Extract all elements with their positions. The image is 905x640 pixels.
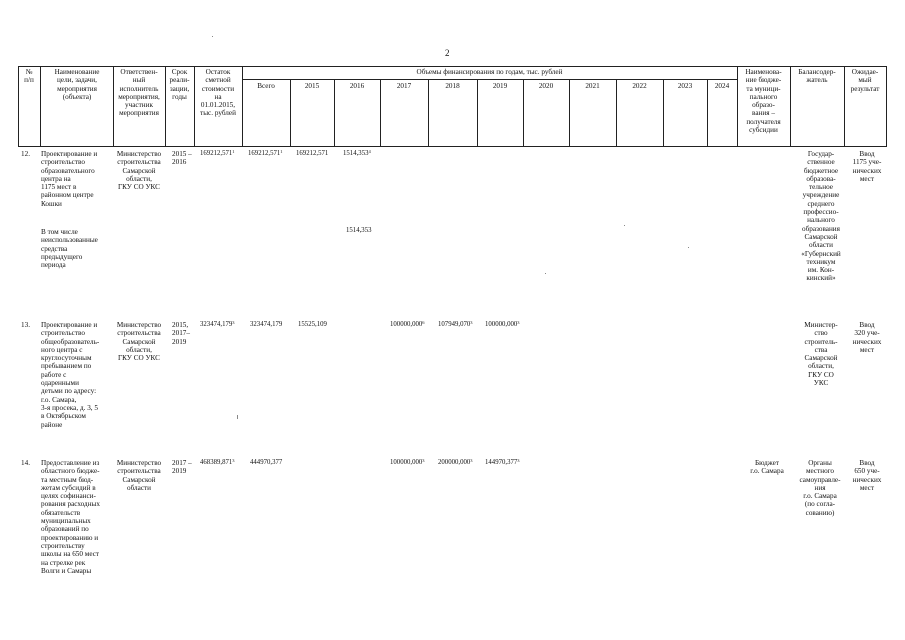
header-municipality: Наименова- ние бюдже- та муници- пального образо- вания – получателя субсидии xyxy=(745,68,782,135)
row-total: 444970,377 xyxy=(250,459,283,466)
header-year-2015: 2015 xyxy=(304,82,320,90)
row-executor: Министерство строительства Самарской области xyxy=(116,459,162,492)
row-2019: 100000,000$^3$ xyxy=(485,320,520,328)
header-funding-title: Объемы финансирования по годам, тыс. рублей xyxy=(416,68,563,76)
header-number: № п/п xyxy=(24,68,34,85)
header-year-2020: 2020 xyxy=(538,82,554,90)
row-name: Предоставление из областного бюдже- та местным бюд- жетам субсидий в целях софинанси- рования расходных обязательств муниципальных образований по проектированию и строительству школы на 650 мест на стрелке рек Волги и Самары xyxy=(41,459,100,575)
page-number: 2 xyxy=(445,48,450,58)
row-2017: 100000,000$^3$ xyxy=(390,458,425,466)
header-year-2022: 2022 xyxy=(632,82,647,90)
row-result: Ввод 650 уче- нических мест xyxy=(852,459,882,492)
scan-speck xyxy=(545,273,546,274)
header-year-2024: 2024 xyxy=(714,82,730,90)
header-year-2019: 2019 xyxy=(492,82,508,90)
scan-speck xyxy=(212,36,213,37)
row-number: 14. xyxy=(21,459,30,467)
header-result: Ожидае- мый результат xyxy=(850,68,880,93)
header-year-total: Всего xyxy=(257,82,275,90)
header-executor: Ответствен- ный исполнитель мероприятия, участник мероприятия xyxy=(118,68,160,118)
row-municipality: Бюджет г.о. Самара xyxy=(750,459,784,476)
row-term: 2015 – 2016 xyxy=(172,150,192,167)
row-holder: Министер- ство строитель- ства Самарской области, ГКУ СО УКС xyxy=(804,321,838,388)
row-2015: 15525,109 xyxy=(298,321,327,328)
row-executor: Министерство строительства Самарской области, ГКУ СО УКС xyxy=(116,150,162,192)
header-holder: Балансодер- жатель xyxy=(798,68,836,85)
scan-speck xyxy=(624,225,625,226)
row-2019: 144970,377$^3$ xyxy=(485,458,520,466)
row-holder: Органы местного самоуправле- ния г.о. Самара (по согла- сованию) xyxy=(799,459,841,517)
row-name-extra: В том числе неиспользованные средства предыдущего периода xyxy=(41,228,98,270)
row-executor: Министерство строительства Самарской области, ГКУ СО УКС xyxy=(116,321,162,363)
row-term: 2017 – 2019 xyxy=(172,459,192,476)
row-name: Проектирование и строительство образовательного центра на 1175 мест в районном центре Кошки xyxy=(41,150,98,208)
row-holder: Государ- ственное бюджетное образова- тельное учреждение среднего профессио- нального образования Самарской области «Губернский техникум им. Кон- кинский» xyxy=(801,150,841,283)
row-2016-extra: 1514,353 xyxy=(346,227,372,234)
header-remainder: Остаток сметной стоимости на 01.01.2015, тыс. рублей xyxy=(200,68,236,118)
row-number: 12. xyxy=(21,150,30,158)
row-term: 2015, 2017– 2019 xyxy=(172,321,190,346)
row-name: Проектирование и строительство общеобразователь- ного центра с круглосуточным пребыванием по работе с одаренными детьми по адресу: г.о. Самара, 3-я просека, д. 3, 5 в Октябрьском районе xyxy=(41,321,100,429)
header-year-2016: 2016 xyxy=(349,82,365,90)
row-2017: 100000,000$^6$ xyxy=(390,320,425,328)
row-remainder: 323474,179$^3$ xyxy=(200,320,235,328)
row-2016: 1514,353$^4$ xyxy=(343,149,371,157)
row-remainder: 169212,571$^1$ xyxy=(200,149,235,157)
header-name: Наименование цели, задачи, мероприятия (объекта) xyxy=(54,68,100,101)
scan-speck xyxy=(237,415,238,419)
row-result: Ввод 1175 уче- нических мест xyxy=(852,150,882,183)
row-2015: 169212,571 xyxy=(296,150,329,157)
header-year-2017: 2017 xyxy=(396,82,412,90)
header-year-2021: 2021 xyxy=(585,82,600,90)
row-2018: 107949,070$^3$ xyxy=(438,320,473,328)
row-total: 323474,179 xyxy=(250,321,283,328)
row-2018: 200000,000$^3$ xyxy=(438,458,473,466)
row-total: 169212,571$^1$ xyxy=(248,149,283,157)
row-result: Ввод 320 уче- нических мест xyxy=(852,321,882,354)
scan-speck xyxy=(688,247,689,248)
header-year-2018: 2018 xyxy=(445,82,460,90)
row-remainder: 468389,871$^3$ xyxy=(200,458,235,466)
header-term: Срок реали- зации, годы xyxy=(169,68,190,101)
header-year-2023: 2023 xyxy=(677,82,693,90)
row-number: 13. xyxy=(21,321,30,329)
